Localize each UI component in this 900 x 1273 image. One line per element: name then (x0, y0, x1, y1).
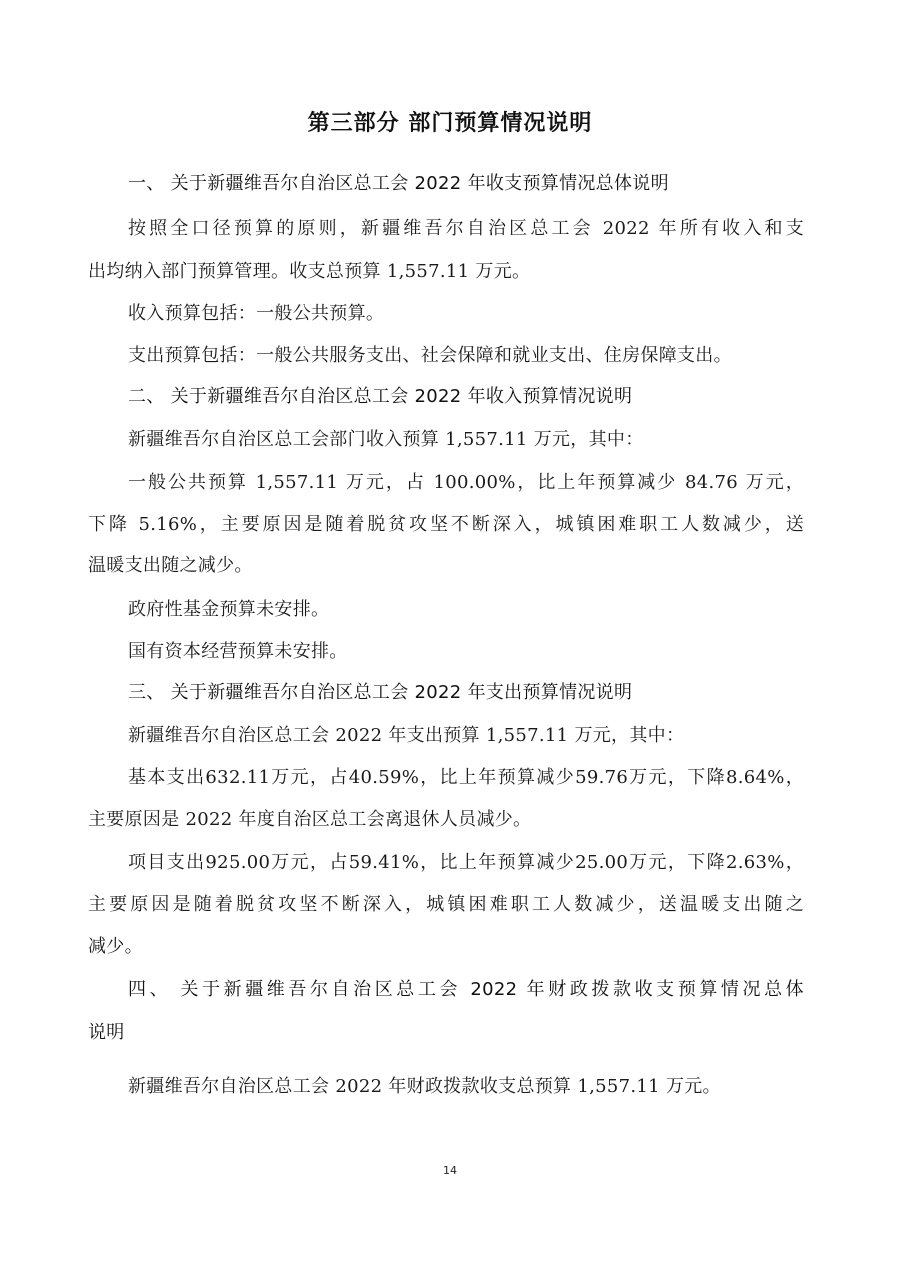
section-2-paragraph-2-line-3: 温暖支出随之减少。 (88, 555, 253, 576)
section-2-heading: 二、 关于新疆维吾尔自治区总工会 2022 年收入预算情况说明 (128, 386, 633, 407)
page-title: 第三部分 部门预算情况说明 (307, 111, 593, 136)
section-2-paragraph-2-line-2: 下降 5.16%，主要原因是随着脱贫攻坚不断深入，城镇困难职工人数减少，送 (88, 514, 804, 535)
section-3-heading: 三、 关于新疆维吾尔自治区总工会 2022 年支出预算情况说明 (128, 682, 633, 703)
section-1-paragraph-3: 支出预算包括：一般公共服务支出、社会保障和就业支出、住房保障支出。 (128, 345, 732, 366)
section-4-paragraph-1: 新疆维吾尔自治区总工会 2022 年财政拨款收支总预算 1,557.11 万元。 (128, 1076, 721, 1097)
section-2-paragraph-1: 新疆维吾尔自治区总工会部门收入预算 1,557.11 万元，其中： (128, 429, 644, 450)
section-2-paragraph-3: 政府性基金预算未安排。 (128, 599, 330, 620)
section-3-paragraph-1: 新疆维吾尔自治区总工会 2022 年支出预算 1,557.11 万元，其中： (128, 725, 685, 746)
section-3-paragraph-2-line-2: 主要原因是 2022 年度自治区总工会离退休人员减少。 (88, 809, 532, 830)
section-3-paragraph-3-line-3: 减少。 (88, 936, 143, 957)
section-4-heading-line-1: 四、 关于新疆维吾尔自治区总工会 2022 年财政拨款收支预算情况总体 (128, 979, 804, 1000)
page-number: 14 (443, 1164, 457, 1177)
section-1-paragraph-2: 收入预算包括：一般公共预算。 (128, 303, 385, 324)
section-1-heading: 一、 关于新疆维吾尔自治区总工会 2022 年收支预算情况总体说明 (128, 173, 669, 194)
section-1-paragraph-1-line-2: 出均纳入部门预算管理。收支总预算 1,557.11 万元。 (88, 261, 531, 282)
section-2-paragraph-2-line-1: 一般公共预算 1,557.11 万元，占 100.00%，比上年预算减少 84.76 万元， (128, 472, 804, 493)
section-1-paragraph-1-line-1: 按照全口径预算的原则，新疆维吾尔自治区总工会 2022 年所有收入和支 (128, 218, 804, 239)
section-3-paragraph-2-line-1: 基本支出632.11万元，占40.59%，比上年预算减少59.76万元，下降8.64%， (128, 767, 804, 788)
section-3-paragraph-3-line-2: 主要原因是随着脱贫攻坚不断深入，城镇困难职工人数减少，送温暖支出随之 (88, 894, 804, 915)
section-2-paragraph-4: 国有资本经营预算未安排。 (128, 641, 348, 662)
section-4-heading-line-2: 说明 (88, 1022, 125, 1043)
section-3-paragraph-3-line-1: 项目支出925.00万元，占59.41%，比上年预算减少25.00万元，下降2.63%， (128, 852, 804, 873)
